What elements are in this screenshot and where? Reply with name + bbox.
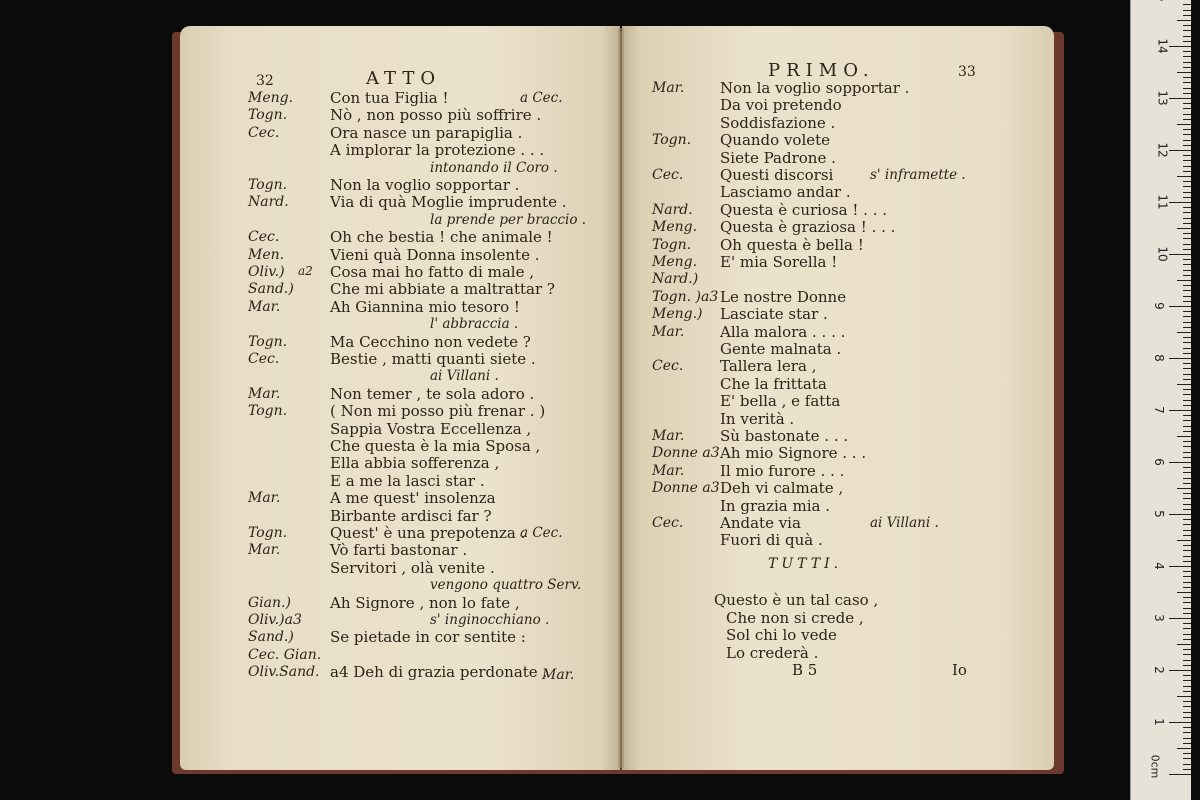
ruler-tick — [1183, 207, 1191, 208]
ruler-tick — [1183, 691, 1191, 692]
left-page-number: 32 — [256, 73, 274, 89]
stage-direction: l' abbraccia . — [430, 316, 519, 333]
verse-line: Le nostre Donne — [720, 287, 847, 306]
ruler-tick — [1183, 93, 1191, 94]
verse-line: A implorar la protezione . . . — [330, 141, 545, 160]
stage-direction: intonando il Coro . — [430, 159, 558, 176]
ruler-tick — [1183, 602, 1191, 603]
book-gutter — [618, 28, 624, 768]
verse-line: Alla malora . . . . — [720, 322, 846, 341]
ruler-tick — [1177, 592, 1191, 593]
ruler-tick — [1169, 98, 1191, 99]
ruler-tick — [1183, 30, 1191, 31]
ruler-tick — [1183, 764, 1191, 765]
verse-line: Servitori , olà venite . — [330, 558, 495, 577]
ruler-number: 2 — [1151, 666, 1166, 674]
ruler-tick — [1183, 727, 1191, 728]
tutti-heading: TUTTI. — [768, 556, 843, 572]
speaker-label: Cec. — [248, 229, 280, 246]
ruler-tick — [1177, 124, 1191, 125]
speaker-label: Mar. — [652, 462, 685, 479]
ruler-tick — [1183, 660, 1191, 661]
verse-line: Non la voglio sopportar . — [330, 176, 520, 194]
ensemble-brace-label: a2 — [298, 264, 313, 278]
ruler-tick — [1183, 311, 1191, 312]
verse-line: A me quest' insolenza — [330, 489, 496, 508]
verse-line: E a me la lasci star . — [330, 471, 485, 490]
speaker-label: Togn. — [248, 403, 288, 420]
verse-line: Ah Giannina mio tesoro ! — [330, 297, 520, 316]
speaker-label: Oliv.)a3 — [248, 612, 302, 628]
speaker-label: Mar. — [248, 298, 281, 315]
left-page — [180, 26, 620, 770]
ruler-tick — [1183, 197, 1191, 198]
ruler-tick — [1183, 550, 1191, 551]
verse-line: Lasciate star . — [720, 305, 828, 324]
ruler-tick — [1183, 322, 1191, 323]
ruler-tick — [1177, 20, 1191, 21]
ruler-tick — [1183, 192, 1191, 193]
tutti-verse-line: Questo è un tal caso , — [714, 591, 879, 609]
ruler-number: 8 — [1151, 354, 1166, 362]
verse-line: Che questa è la mia Sposa , — [330, 437, 541, 455]
ruler-tick — [1177, 228, 1191, 229]
verse-line: Via di quà Moglie imprudente . — [330, 193, 567, 212]
ruler-tick — [1183, 732, 1191, 733]
ruler-tick — [1177, 644, 1191, 645]
ruler-tick — [1183, 613, 1191, 614]
ruler-tick — [1183, 88, 1191, 89]
ruler-tick — [1183, 706, 1191, 707]
ruler-tick — [1183, 654, 1191, 655]
ruler-tick — [1183, 223, 1191, 224]
verse-line: In grazia mia . — [720, 496, 830, 515]
ruler-tick — [1183, 4, 1191, 5]
ruler-tick — [1183, 717, 1191, 718]
ruler-tick — [1183, 327, 1191, 328]
ruler-tick — [1183, 259, 1191, 260]
verse-line: Sù bastonate . . . — [720, 427, 849, 445]
ruler-tick — [1183, 36, 1191, 37]
ruler-number: 9 — [1151, 302, 1166, 310]
speaker-label: Cec. — [248, 124, 280, 141]
ruler-tick — [1183, 51, 1191, 52]
verse-line: Da voi pretendo — [720, 96, 842, 115]
ruler-tick — [1177, 488, 1191, 489]
ruler-tick — [1183, 769, 1191, 770]
ruler-tick — [1183, 639, 1191, 640]
ruler-tick — [1169, 670, 1191, 671]
ruler-tick — [1183, 67, 1191, 68]
ruler-tick — [1183, 15, 1191, 16]
speaker-label: Mar. — [248, 542, 281, 559]
right-page-number: 33 — [958, 64, 976, 80]
verse-line: Ora nasce un parapiglia . — [330, 123, 523, 142]
ruler-tick — [1177, 332, 1191, 333]
ruler-tick — [1183, 545, 1191, 546]
verse-line: E' mia Sorella ! — [720, 253, 838, 271]
ruler-tick — [1183, 394, 1191, 395]
ruler-tick — [1183, 623, 1191, 624]
verse-line: Siete Padrone . — [720, 148, 836, 167]
ruler-tick — [1183, 743, 1191, 744]
verse-line: Nò , non posso più soffrire . — [330, 106, 542, 125]
ruler-tick — [1183, 212, 1191, 213]
ruler-tick — [1183, 504, 1191, 505]
ruler-tick — [1183, 264, 1191, 265]
verse-line: Se pietade in cor sentite : — [330, 628, 526, 647]
ruler-tick — [1183, 244, 1191, 245]
ruler-tick — [1169, 774, 1191, 775]
ruler-tick — [1183, 649, 1191, 650]
ruler-tick — [1169, 618, 1191, 619]
stage-direction: ai Villani . — [430, 368, 499, 385]
speaker-label: Mar. — [248, 385, 281, 402]
ruler-tick — [1183, 519, 1191, 520]
speaker-label: Gian.) — [248, 594, 291, 611]
verse-line: ( Non mi posso più frenar . ) — [330, 402, 546, 421]
ruler-tick — [1169, 202, 1191, 203]
ruler-tick — [1183, 524, 1191, 525]
speaker-label: Togn. — [652, 236, 692, 253]
speaker-label: Cec. Gian. — [248, 646, 322, 663]
ruler-tick — [1183, 348, 1191, 349]
ruler-tick — [1183, 582, 1191, 583]
right-page — [622, 26, 1054, 770]
verse-line: Non la voglio sopportar . — [720, 79, 910, 97]
ruler-tick — [1183, 675, 1191, 676]
speaker-label: Cec. — [652, 515, 684, 531]
ruler-tick — [1169, 254, 1191, 255]
speaker-label: Sand.) — [248, 629, 294, 646]
verse-line: Vò farti bastonar . — [330, 541, 468, 560]
ruler-tick — [1183, 145, 1191, 146]
ruler-tick — [1183, 119, 1191, 120]
ruler-tick — [1183, 426, 1191, 427]
speaker-label: Sand.) — [248, 281, 294, 298]
ruler-tick — [1183, 342, 1191, 343]
ruler-tick — [1183, 389, 1191, 390]
ruler-number — [1156, 0, 1170, 2]
ruler-tick — [1183, 680, 1191, 681]
ruler-tick — [1177, 748, 1191, 749]
tutti-verse-line: Lo crederà . — [726, 643, 819, 662]
stage-direction: s' inginocchiano . — [430, 612, 550, 628]
ruler-tick — [1183, 218, 1191, 219]
ruler-tick — [1177, 436, 1191, 437]
ruler-number: 12 — [1155, 142, 1170, 158]
verse-line: Il mio furore . . . — [720, 461, 845, 480]
signature-mark: B 5 — [792, 661, 818, 679]
ruler-number: 13 — [1155, 90, 1170, 106]
ruler-tick — [1183, 379, 1191, 380]
ruler-tick — [1177, 280, 1191, 281]
speaker-label: Donne a3 — [652, 480, 720, 497]
ruler-tick — [1183, 701, 1191, 702]
ruler-tick — [1183, 238, 1191, 239]
ruler-tick — [1169, 566, 1191, 567]
ruler-tick — [1183, 530, 1191, 531]
verse-line: Questa è graziosa ! . . . — [720, 218, 896, 237]
verse-line: Birbante ardisci far ? — [330, 506, 492, 525]
ruler-tick — [1177, 176, 1191, 177]
ruler-tick — [1183, 628, 1191, 629]
ruler-tick — [1183, 535, 1191, 536]
speaker-label: Nard. — [248, 194, 289, 211]
ruler-tick — [1183, 441, 1191, 442]
ruler-tick — [1183, 56, 1191, 57]
ruler-tick — [1183, 405, 1191, 406]
right-catchword: Io — [952, 661, 967, 679]
ruler-tick — [1183, 181, 1191, 182]
ruler-tick — [1183, 140, 1191, 141]
ruler-tick — [1183, 316, 1191, 317]
ruler-tick — [1183, 285, 1191, 286]
verse-line: Deh vi calmate , — [720, 479, 844, 498]
speaker-label: Nard. — [652, 201, 693, 218]
ruler-number: 11 — [1155, 194, 1170, 210]
verse-line: Oh questa è bella ! — [720, 235, 864, 254]
tutti-verse-line: Sol chi lo vede — [726, 626, 837, 644]
ruler-tick — [1183, 186, 1191, 187]
ruler-tick — [1183, 337, 1191, 338]
ruler-tick — [1183, 561, 1191, 562]
verse-line: Cosa mai ho fatto di male , — [330, 263, 535, 281]
speaker-label: Meng. — [652, 219, 698, 236]
ruler-tick — [1183, 472, 1191, 473]
verse-line: Quando volete — [720, 131, 831, 150]
ruler-number: 6 — [1151, 458, 1166, 466]
verse-line: Non temer , te sola adoro . — [330, 384, 535, 403]
speaker-label: Mar. — [652, 80, 685, 96]
speaker-label: Togn. — [248, 333, 288, 350]
speaker-label: Togn. — [248, 525, 288, 541]
ruler-number: 7 — [1151, 406, 1166, 414]
verse-line: a4 Deh di grazia perdonate . — [330, 663, 548, 682]
measurement-ruler — [1130, 0, 1191, 800]
ruler-tick — [1183, 62, 1191, 63]
verse-line: In verità . — [720, 409, 795, 428]
ruler-tick — [1183, 400, 1191, 401]
ruler-tick — [1183, 270, 1191, 271]
verse-line: Quest' è una prepotenza . — [330, 524, 526, 542]
ruler-tick — [1183, 353, 1191, 354]
verse-line: Con tua Figlia ! — [330, 89, 449, 107]
verse-line: Lasciamo andar . — [720, 183, 851, 202]
speaker-label: Cec. — [248, 351, 280, 367]
speaker-label: Meng. — [652, 254, 698, 270]
ruler-tick — [1183, 108, 1191, 109]
speaker-label: Togn. — [652, 132, 692, 149]
ruler-tick — [1183, 420, 1191, 421]
tutti-verse-line: Che non si crede , — [726, 608, 864, 627]
ruler-tick — [1183, 374, 1191, 375]
ruler-tick — [1169, 514, 1191, 515]
ruler-tick — [1169, 150, 1191, 151]
speaker-label: Oliv.Sand. — [248, 664, 320, 681]
stage-direction: la prende per braccio . — [430, 211, 587, 228]
stage-direction: s' inframette . — [870, 167, 966, 183]
speaker-label: Oliv.) — [248, 264, 285, 280]
stage-direction: a Cec. — [520, 90, 563, 106]
stage-direction: ai Villani . — [870, 515, 939, 531]
verse-line: Questi discorsi — [720, 166, 834, 184]
ruler-tick — [1183, 129, 1191, 130]
ruler-number: 4 — [1151, 562, 1166, 570]
ruler-tick — [1183, 290, 1191, 291]
ruler-tick — [1183, 483, 1191, 484]
ruler-tick — [1183, 576, 1191, 577]
stage-direction: a Cec. — [520, 525, 563, 541]
verse-line: Bestie , matti quanti siete . — [330, 350, 536, 368]
verse-line: Fuori di quà . — [720, 531, 823, 550]
ruler-number: 10 — [1155, 246, 1170, 262]
ruler-tick — [1183, 446, 1191, 447]
ruler-number: 5 — [1151, 510, 1166, 518]
ruler-tick — [1183, 10, 1191, 11]
ruler-tick — [1183, 457, 1191, 458]
ruler-tick — [1169, 462, 1191, 463]
ruler-tick — [1183, 431, 1191, 432]
ruler-tick — [1183, 587, 1191, 588]
ruler-tick — [1183, 415, 1191, 416]
left-catchword: Mar. — [542, 667, 575, 683]
ruler-tick — [1183, 166, 1191, 167]
speaker-label: Donne a3 — [652, 445, 720, 462]
ruler-tick — [1183, 509, 1191, 510]
ruler-tick — [1183, 571, 1191, 572]
ruler-tick — [1169, 722, 1191, 723]
verse-line: Ah Signore , non lo fate , — [330, 593, 520, 612]
ruler-number: 14 — [1155, 38, 1170, 54]
speaker-label: Togn. — [248, 177, 288, 193]
ruler-tick — [1183, 134, 1191, 135]
ruler-tick — [1183, 233, 1191, 234]
ruler-tick — [1183, 363, 1191, 364]
ruler-tick — [1169, 306, 1191, 307]
ruler-tick — [1183, 634, 1191, 635]
ruler-tick — [1183, 478, 1191, 479]
ruler-tick — [1183, 556, 1191, 557]
ruler-tick — [1183, 498, 1191, 499]
ruler-tick — [1183, 103, 1191, 104]
verse-line: Che mi abbiate a maltrattar ? — [330, 280, 555, 299]
ruler-tick — [1183, 114, 1191, 115]
open-libretto — [170, 24, 1066, 776]
speaker-label: Nard.) — [652, 271, 699, 288]
ruler-tick — [1183, 452, 1191, 453]
verse-line: Oh che bestia ! che animale ! — [330, 228, 553, 247]
ruler-tick — [1183, 275, 1191, 276]
ruler-tick — [1177, 384, 1191, 385]
ruler-number: 1 — [1151, 718, 1166, 726]
stage-direction: vengono quattro Serv. — [430, 577, 582, 594]
ruler-unit-label: 0cm — [1148, 754, 1162, 779]
speaker-label: Mar. — [652, 323, 685, 340]
ruler-tick — [1183, 41, 1191, 42]
verse-line: Andate via — [720, 514, 801, 532]
speaker-label: Togn. — [248, 107, 288, 124]
speaker-label: Men. — [248, 246, 285, 263]
ruler-tick — [1183, 665, 1191, 666]
ruler-tick — [1177, 540, 1191, 541]
verse-line: Gente malnata . — [720, 340, 842, 358]
verse-line: E' bella , e fatta — [720, 392, 841, 411]
ruler-tick — [1183, 738, 1191, 739]
ruler-tick — [1177, 696, 1191, 697]
ruler-tick — [1183, 155, 1191, 156]
ruler-tick — [1183, 368, 1191, 369]
ruler-tick — [1183, 296, 1191, 297]
ruler-number: 3 — [1151, 614, 1166, 622]
verse-line: Ella abbia sofferenza , — [330, 454, 500, 473]
ruler-tick — [1183, 753, 1191, 754]
ruler-tick — [1183, 160, 1191, 161]
ruler-tick — [1183, 171, 1191, 172]
ruler-tick — [1183, 467, 1191, 468]
speaker-label: Togn. )a3 — [652, 288, 719, 305]
ruler-tick — [1183, 758, 1191, 759]
ruler-tick — [1177, 72, 1191, 73]
ruler-tick — [1183, 77, 1191, 78]
ruler-tick — [1183, 249, 1191, 250]
ruler-tick — [1183, 82, 1191, 83]
speaker-label: Mar. — [248, 490, 281, 507]
ruler-tick — [1169, 410, 1191, 411]
verse-line: Ma Cecchino non vedete ? — [330, 332, 531, 351]
speaker-label: Cec. — [652, 167, 684, 183]
ruler-tick — [1183, 493, 1191, 494]
ruler-tick — [1183, 301, 1191, 302]
ruler-tick — [1183, 712, 1191, 713]
verse-line: Vieni quà Donna insolente . — [330, 245, 540, 264]
speaker-label: Cec. — [652, 358, 684, 375]
speaker-label: Meng. — [248, 90, 294, 106]
speaker-label: Mar. — [652, 428, 685, 444]
left-running-head: ATTO — [366, 68, 442, 89]
verse-line: Ah mio Signore . . . — [720, 444, 867, 463]
ruler-tick — [1183, 608, 1191, 609]
ruler-tick — [1169, 46, 1191, 47]
right-running-head: PRIMO. — [768, 60, 875, 81]
ruler-tick — [1183, 597, 1191, 598]
ruler-tick — [1169, 358, 1191, 359]
verse-line: Questa è curiosa ! . . . — [720, 200, 888, 219]
ruler-tick — [1183, 25, 1191, 26]
verse-line: Soddisfazione . — [720, 113, 836, 132]
speaker-label: Meng.) — [652, 306, 703, 323]
verse-line: Sappia Vostra Eccellenza , — [330, 419, 532, 438]
ruler-tick — [1183, 686, 1191, 687]
verse-line: Che la frittata — [720, 374, 827, 393]
verse-line: Tallera lera , — [720, 357, 817, 376]
